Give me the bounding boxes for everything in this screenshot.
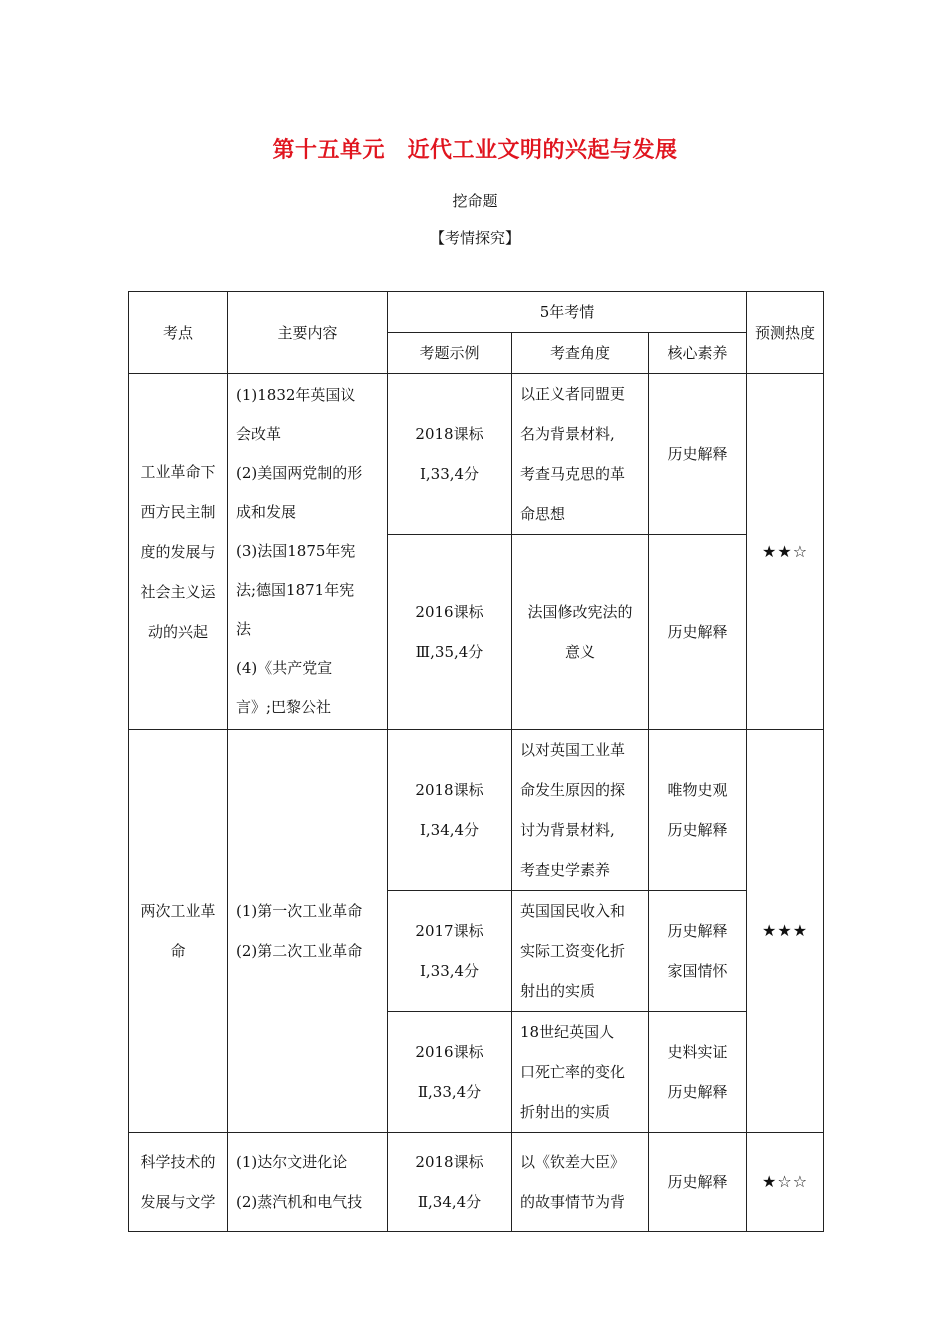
header-angle: 考查角度 — [512, 333, 649, 374]
header-content: 主要内容 — [228, 292, 388, 374]
exam-analysis-table — [128, 291, 824, 1232]
example-cell: 2017课标 Ⅰ,33,4分 — [388, 891, 512, 1012]
header-literacy: 核心素养 — [649, 333, 747, 374]
heat-stars: ★☆☆ — [747, 1133, 824, 1232]
literacy-cell: 历史解释 — [649, 1133, 747, 1232]
heat-stars: ★★★ — [747, 730, 824, 1133]
topic-cell: 科学技术的 发展与文学 — [129, 1133, 228, 1232]
heat-stars: ★★☆ — [747, 374, 824, 730]
header-five-year: 5年考情 — [388, 292, 747, 333]
literacy-cell: 史料实证 历史解释 — [649, 1012, 747, 1133]
topic-cell: 工业革命下 西方民主制 度的发展与 社会主义运 动的兴起 — [129, 374, 228, 730]
topic-cell: 两次工业革 命 — [129, 730, 228, 1133]
content-cell: (1)达尔文进化论 (2)蒸汽机和电气技 — [228, 1133, 388, 1232]
header-kaodian: 考点 — [129, 292, 228, 374]
angle-cell: 18世纪英国人 口死亡率的变化 折射出的实质 — [512, 1012, 649, 1133]
header-heat: 预测热度 — [747, 292, 824, 374]
content-cell: (1)第一次工业革命 (2)第二次工业革命 — [228, 730, 388, 1133]
unit-title: 第十五单元 近代工业文明的兴起与发展 — [272, 138, 678, 163]
header-example: 考题示例 — [388, 333, 512, 374]
angle-cell: 法国修改宪法的 意义 — [512, 535, 649, 730]
content-cell: (1)1832年英国议 会改革 (2)美国两党制的形 成和发展 (3)法国1875年宪 法;德国1871年宪 法 (4)《共产党宣 言》;巴黎公社 — [228, 374, 388, 730]
literacy-cell: 历史解释 — [649, 374, 747, 535]
angle-cell: 以正义者同盟更 名为背景材料, 考查马克思的革 命思想 — [512, 374, 649, 535]
literacy-cell: 历史解释 — [649, 535, 747, 730]
literacy-cell: 历史解释 家国情怀 — [649, 891, 747, 1012]
literacy-cell: 唯物史观 历史解释 — [649, 730, 747, 891]
example-cell: 2018课标 Ⅰ,34,4分 — [388, 730, 512, 891]
example-cell: 2016课标 Ⅲ,35,4分 — [388, 535, 512, 730]
example-cell: 2018课标 Ⅱ,34,4分 — [388, 1133, 512, 1232]
subtitle: 挖命题 — [452, 192, 498, 210]
angle-cell: 英国国民收入和 实际工资变化折 射出的实质 — [512, 891, 649, 1012]
angle-cell: 以对英国工业革 命发生原因的探 讨为背景材料, 考查史学素养 — [512, 730, 649, 891]
example-cell: 2016课标 Ⅱ,33,4分 — [388, 1012, 512, 1133]
section-heading: 【考情探究】 — [429, 229, 520, 247]
angle-cell: 以《钦差大臣》 的故事情节为背 — [512, 1133, 649, 1232]
example-cell: 2018课标 Ⅰ,33,4分 — [388, 374, 512, 535]
